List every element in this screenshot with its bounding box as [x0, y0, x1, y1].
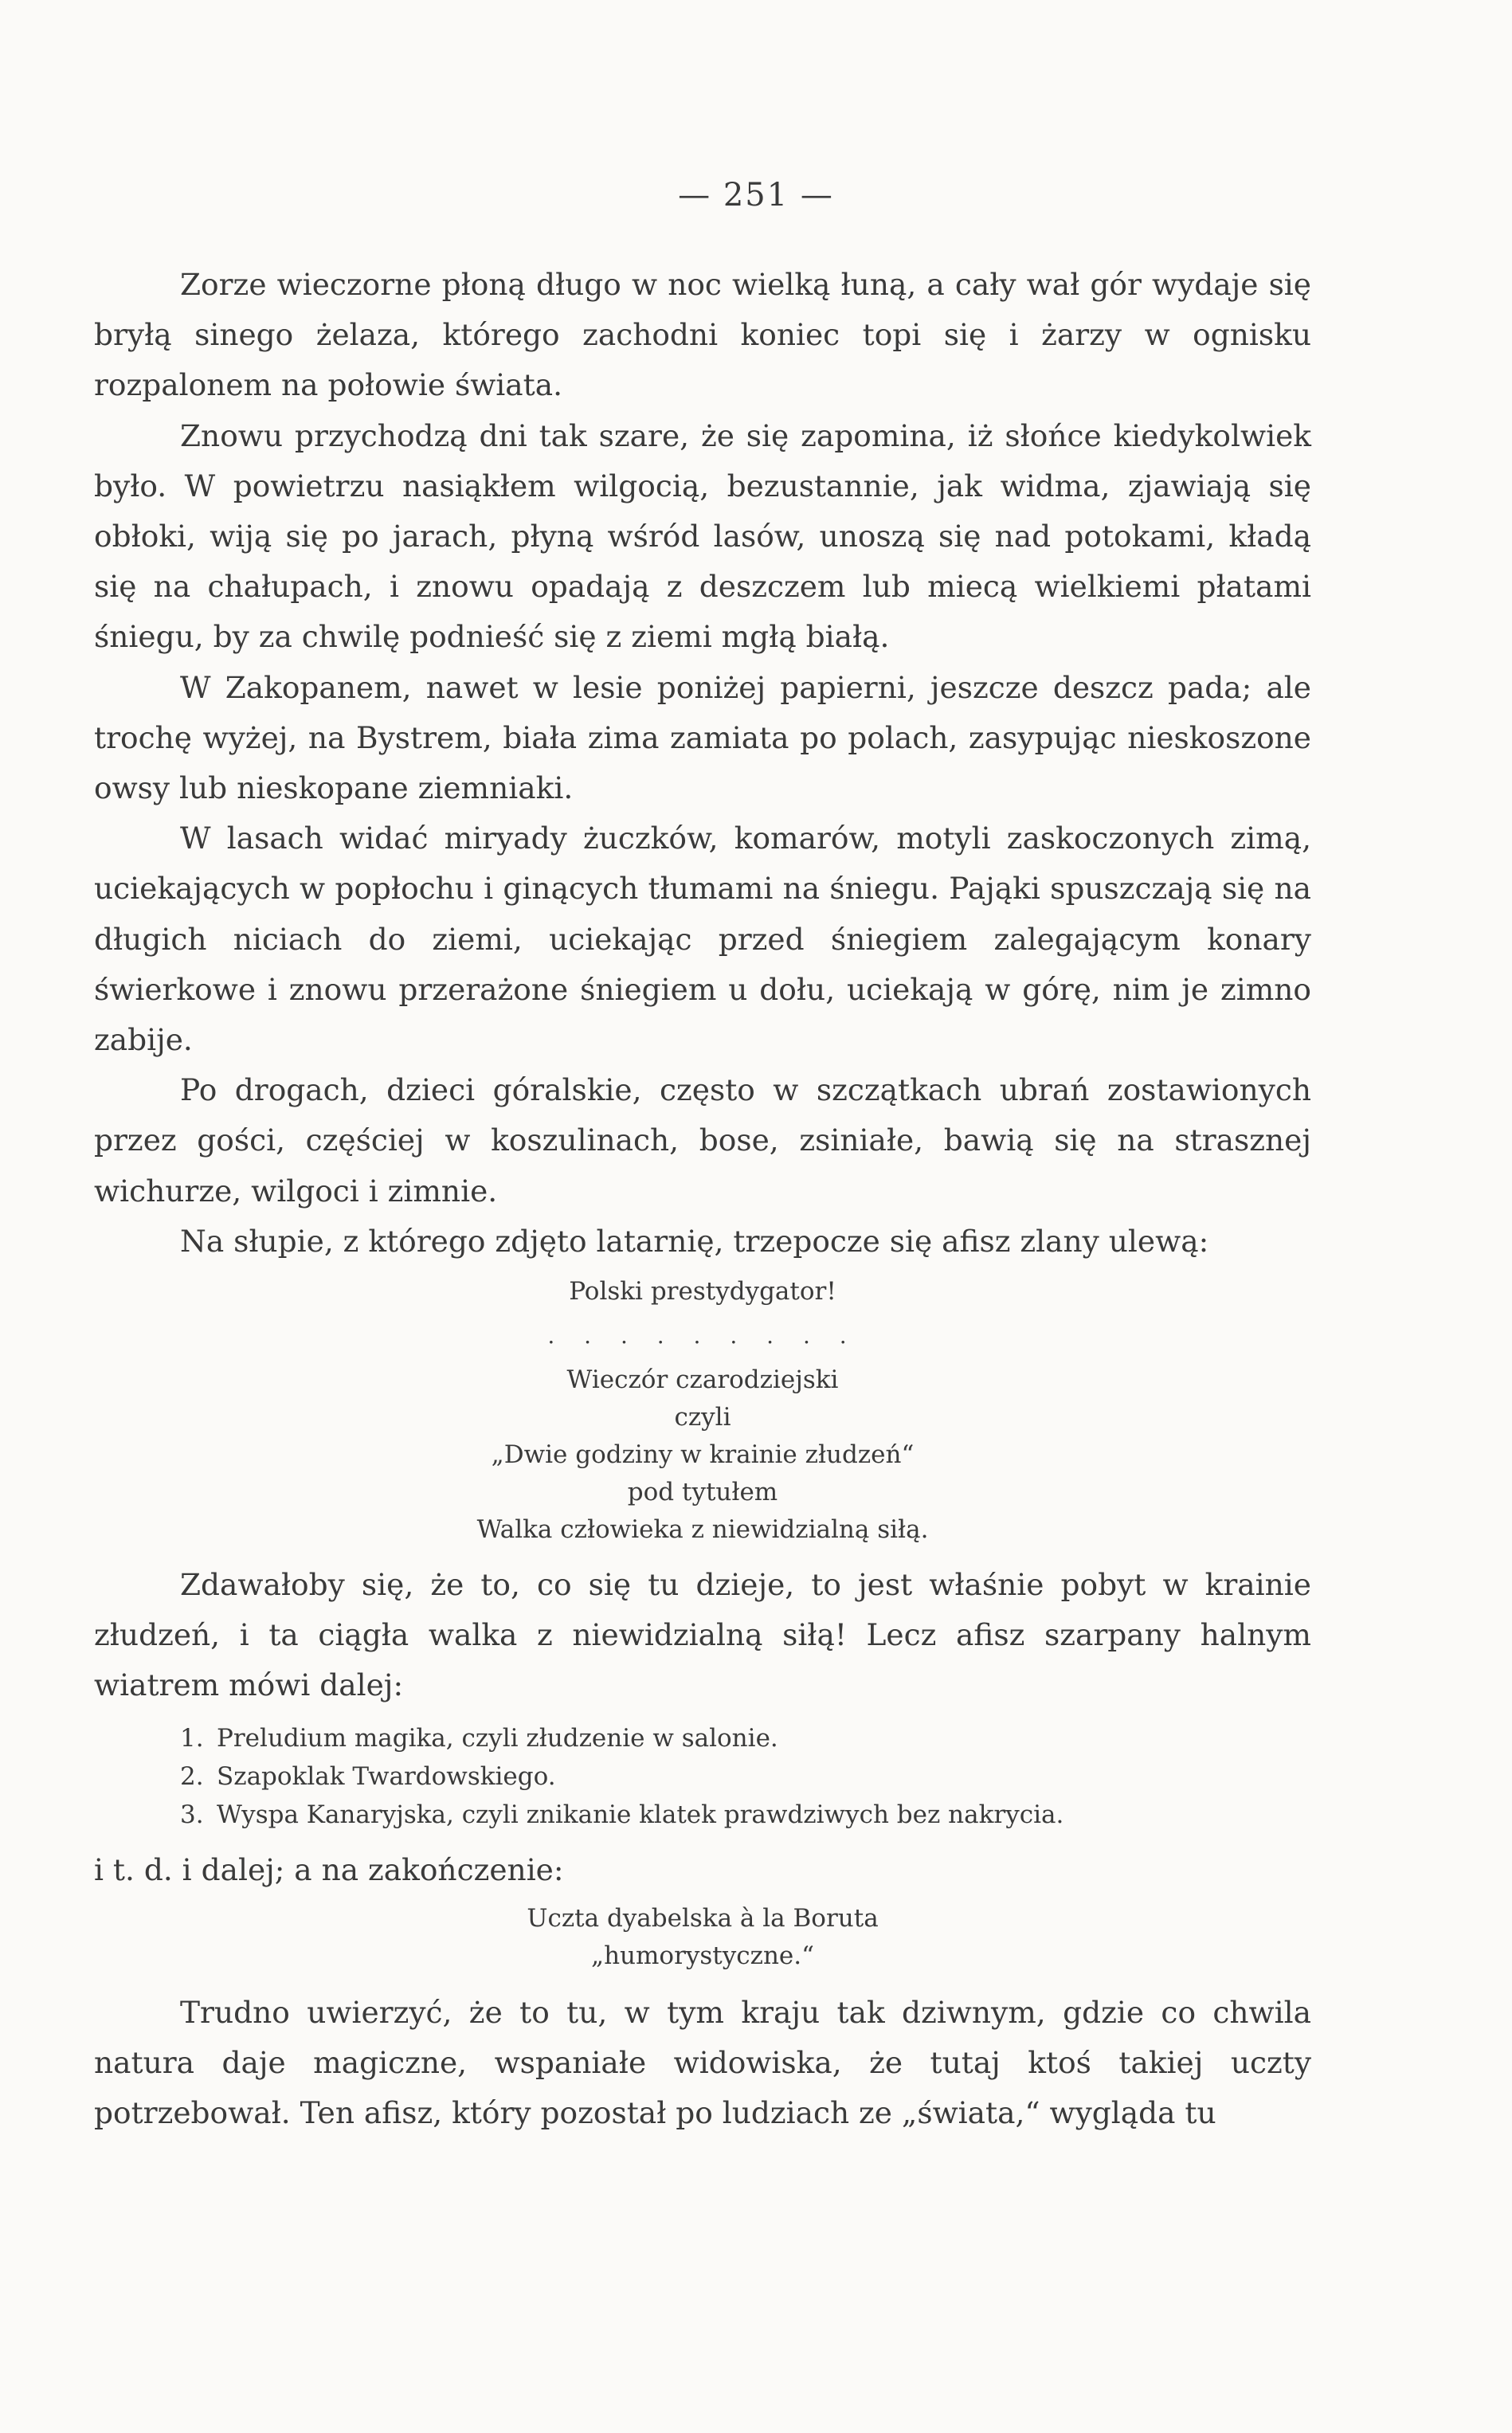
paragraph-4: W lasach widać miryady żuczków, komarów, motyli zaskoczonych zimą, uciekających w popłochu i ginących tłumami na śniegu. Pająki spuszczają się na długich niciach do ziemi, uciekając przed śniegiem zalegającym konary świerkowe i znowu przerażone śniegiem u dołu, uciekają w górę, nim je zimno zabije.	[94, 821, 1311, 1058]
program-item-number: 3.	[180, 1800, 204, 1829]
finale-line-1: Uczta dyabelska à la Boruta	[527, 1903, 879, 1933]
poster-line-1: Polski prestydygator!	[569, 1277, 836, 1307]
program-item-number: 1.	[180, 1723, 204, 1753]
poster-text	[94, 1273, 1311, 1549]
paragraph-9: Trudno uwierzyć, że to tu, w tym kraju tak dziwnym, gdzie co chwila natura daje magiczne, wspaniałe widowiska, że tutaj ktoś takiej uczty potrzebował. Ten afisz, który pozostał po ludziach ze „świata,“ wygląda tu	[94, 1994, 1311, 2131]
program-item-text: Preludium magika, czyli złudzenie w salonie.	[217, 1723, 778, 1753]
paragraph-7: Zdawałoby się, że to, co się tu dzieje, to jest właśnie pobyt w krainie złudzeń, i ta ciągła walka z niewidzialną siłą! Lecz afisz szarpany halnym wiatrem mówi dalej:	[94, 1567, 1311, 1703]
paragraph-2: Znowu przychodzą dni tak szare, że się zapomina, iż słońce kiedykolwiek było. W powietrzu nasiąkłem wilgocią, bezustannie, jak widma, zjawiają się obłoki, wiją się po jarach, płyną wśród lasów, unoszą się nad potokami, kładą się na chałupach, i znowu opadają z deszczem lub miecą wielkiemi płatami śniegu, by za chwilę podnieść się z ziemi mgłą białą.	[94, 417, 1311, 655]
program-item	[180, 1757, 1311, 1796]
program-item	[180, 1796, 1311, 1834]
poster-finale	[94, 1900, 1311, 1975]
poster-line-6: Walka człowieka z niewidzialną siłą.	[476, 1515, 929, 1545]
paragraph-6: Na słupie, z którego zdjęto latarnię, trzepocze się afisz zlany ulewą:	[180, 1223, 1209, 1259]
program-item-text: Szapoklak Twardowskiego.	[217, 1761, 556, 1791]
paragraph-1: Zorze wieczorne płoną długo w noc wielką łuną, a cały wał gór wydaje się bryłą sinego żelaza, którego zachodni koniec topi się i żarzy w ognisku rozpalonem na połowie świata.	[94, 267, 1311, 403]
paragraph-3: W Zakopanem, nawet w lesie poniżej papierni, jeszcze deszcz pada; ale trochę wyżej, na Bystrem, biała zima zamiata po polach, zasypując nieskoszone owsy lub nieskopane ziemniaki.	[94, 669, 1311, 806]
finale-line-2: „humorystyczne.“	[591, 1941, 814, 1970]
poster-line-5: pod tytułem	[627, 1478, 778, 1507]
poster-line-3: czyli	[674, 1403, 731, 1432]
program-item-number: 2.	[180, 1761, 204, 1791]
poster-separator: . . . . . . . . .	[547, 1322, 858, 1350]
program-item	[180, 1719, 1311, 1757]
page-body	[94, 260, 1311, 2138]
page-number: — 251 —	[678, 177, 834, 214]
poster-line-2: Wieczór czarodziejski	[566, 1365, 839, 1395]
paragraph-5: Po drogach, dzieci góralskie, często w szczątkach ubrań zostawionych przez gości, częściej w koszulinach, bose, zsiniałe, bawią się na strasznej wichurze, wilgoci i zimnie.	[94, 1072, 1311, 1209]
poster-line-4: „Dwie godziny w krainie złudzeń“	[491, 1440, 915, 1470]
program-item-text: Wyspa Kanaryjska, czyli znikanie klatek prawdziwych bez nakrycia.	[217, 1800, 1064, 1829]
paragraph-8: i t. d. i dalej; a na zakończenie:	[94, 1851, 564, 1887]
program-list	[94, 1719, 1311, 1834]
